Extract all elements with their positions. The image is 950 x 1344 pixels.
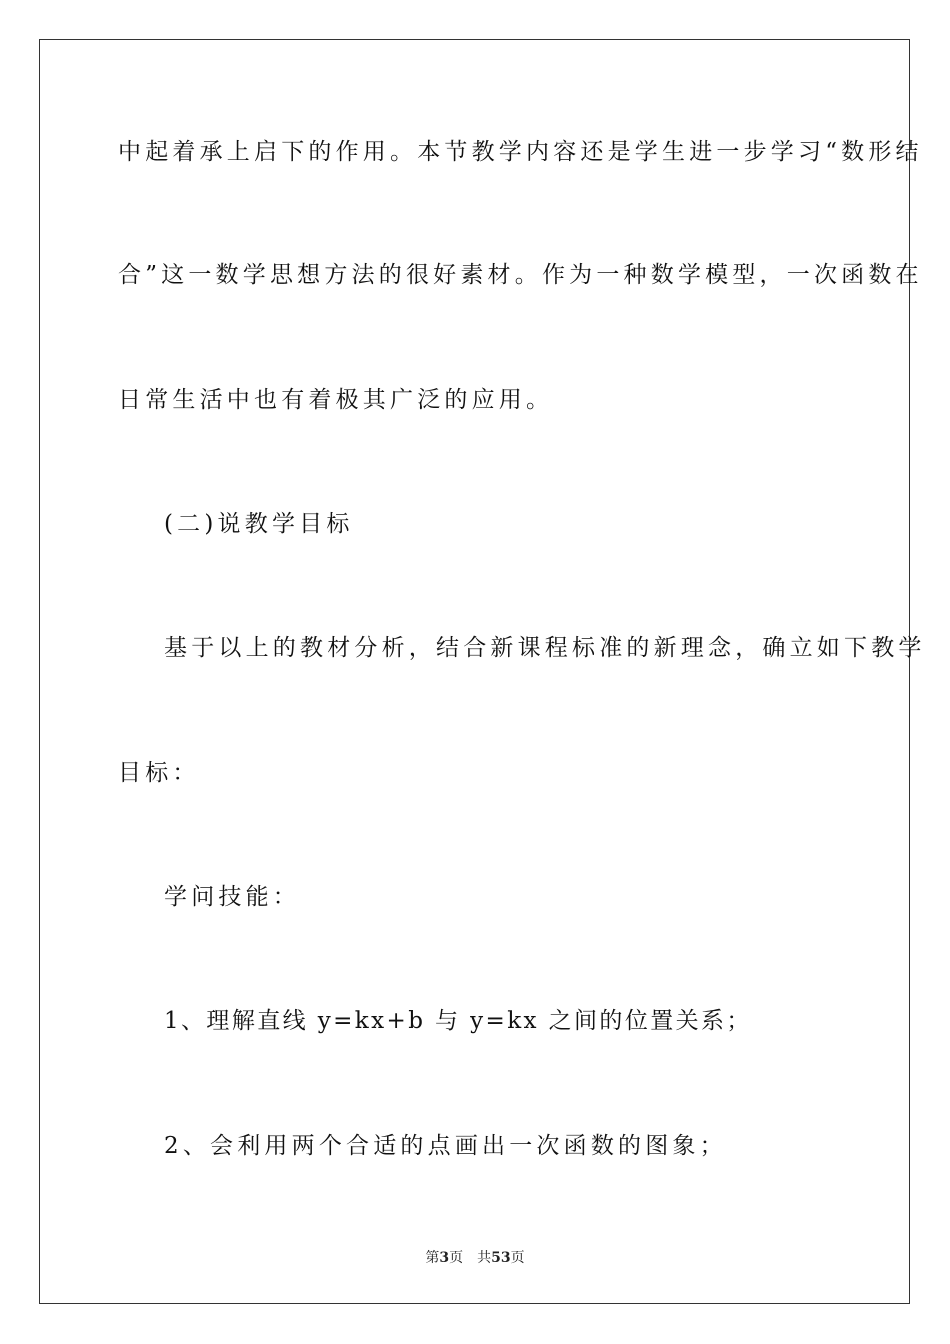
list-item: 1、理解直线 y=kx+b 与 y=kx 之间的位置关系； [164, 1008, 752, 1034]
body-text-line: 合”这一数学思想方法的很好素材。作为一种数学模型，一次函数在 [118, 262, 923, 288]
total-suffix: 页 [510, 1250, 525, 1266]
page-prefix: 第 [425, 1250, 440, 1266]
total-prefix: 共 [477, 1250, 492, 1266]
subheading: 学问技能： [164, 884, 300, 910]
current-page-number: 3 [439, 1250, 450, 1266]
body-text-line: 中起着承上启下的作用。本节教学内容还是学生进一步学习“数形结 [118, 139, 923, 165]
body-text-line: 目标： [118, 760, 200, 786]
section-heading: (二)说教学目标 [164, 511, 354, 537]
total-page-count: 53 [491, 1250, 511, 1266]
page-footer [0, 1247, 950, 1267]
body-text-line: 日常生活中也有着极其广泛的应用。 [118, 387, 554, 413]
list-item: 2、会利用两个合适的点画出一次函数的图象； [164, 1133, 727, 1159]
body-text-line: 基于以上的教材分析，结合新课程标准的新理念，确立如下教学 [164, 635, 926, 661]
page-suffix: 页 [449, 1250, 464, 1266]
page-border [39, 39, 910, 1304]
